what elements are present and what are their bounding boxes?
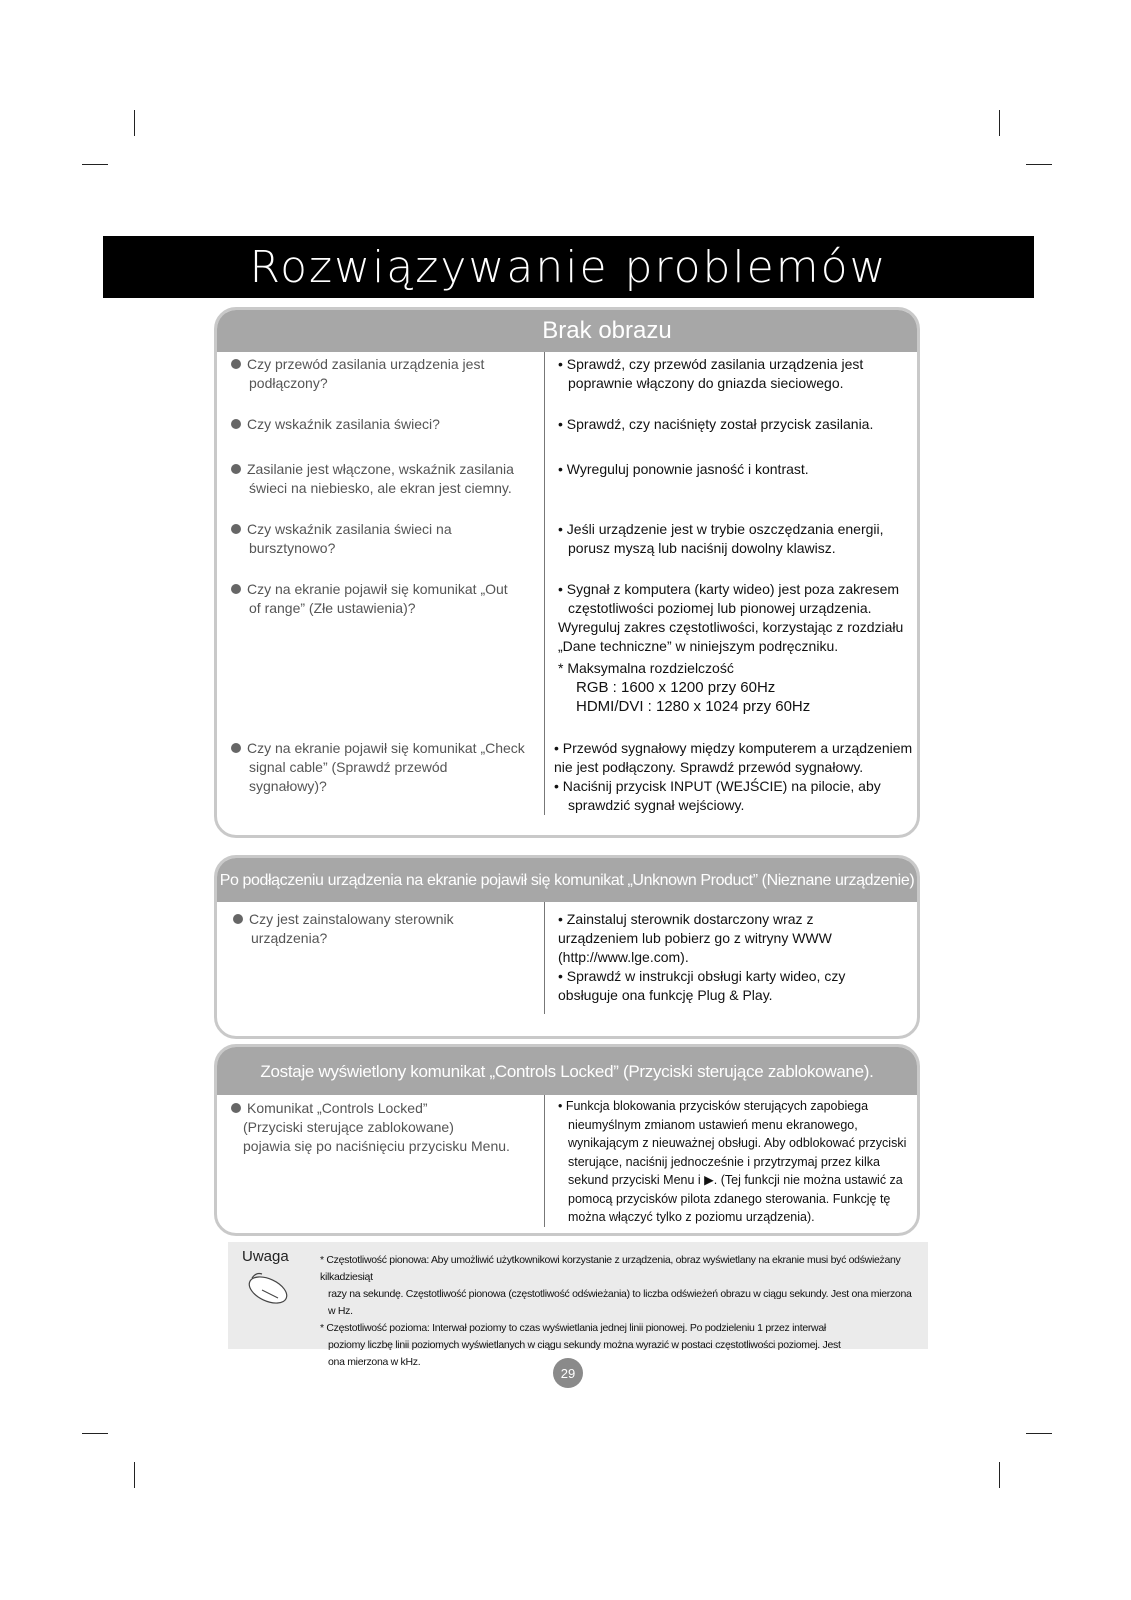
page-title-bar (103, 236, 1034, 298)
question: Czy wskaźnik zasilania świeci na bursztynowo? (231, 520, 531, 558)
question: Czy na ekranie pojawił się komunikat „Out of range” (Złe ustawienia)? (231, 580, 541, 618)
answer: • Wyreguluj ponownie jasność i kontrast. (558, 461, 809, 477)
bullet-icon (231, 359, 241, 369)
section-no-image (214, 307, 920, 838)
bullet-icon (233, 914, 243, 924)
question: Czy na ekranie pojawił się komunikat „Check signal cable” (Sprawdź przewód sygnałowy)? (231, 739, 546, 796)
crop-mark (999, 110, 1000, 136)
crop-mark (999, 1462, 1000, 1488)
answer: • Funkcja blokowania przycisków sterujących zapobiega nieumyślnym zmianom ustawień menu ekranowego, wynikającym z nieuważnej obsługi. Aby odblokować przyciski sterujące, naciśnij jednocześnie i przytrzymaj przez kilka sekund przyciski Menu i ▶. (Tej funkcji nie można ustawić za pomocą przycisków pilota zdanego sterowania. Funkcję tę można włączyć tylko z poziomu urządzenia). (558, 1099, 907, 1224)
question: Czy jest zainstalowany sterownik urządzenia? (233, 910, 533, 948)
bullet-icon (231, 743, 241, 753)
crop-mark (1026, 1433, 1052, 1434)
bullet-icon (231, 1103, 241, 1113)
crop-mark (134, 1462, 135, 1488)
section-controls-locked (214, 1044, 920, 1236)
question: Zasilanie jest włączone, wskaźnik zasilania świeci na niebiesko, ale ekran jest ciemny. (231, 460, 541, 498)
section-heading: Zostaje wyświetlony komunikat „Controls Locked” (Przyciski sterujące zablokowane). (217, 1047, 917, 1095)
crop-mark (82, 164, 108, 165)
page-title: Rozwiązywanie problemów (249, 241, 888, 293)
answer: • Przewód sygnałowy między komputerem a urządzeniem nie jest podłączony. Sprawdź przewód sygnałowy. • Naciśnij przycisk INPUT (WEJŚCIE) na pilocie, aby sprawdzić sygnał wejściowy. (554, 740, 913, 813)
answer: • Sprawdź, czy naciśnięty został przycisk zasilania. (558, 416, 874, 432)
question: Czy przewód zasilania urządzenia jest podłączony? (231, 355, 531, 393)
answer: • Sprawdź, czy przewód zasilania urządzenia jest poprawnie włączony do gniazda sieciowego. (558, 356, 864, 391)
note-box (228, 1242, 928, 1368)
column-divider (544, 1095, 545, 1227)
question: Czy wskaźnik zasilania świeci? (231, 415, 531, 434)
crop-mark (1026, 164, 1052, 165)
answer: • Sygnał z komputera (karty wideo) jest poza zakresem częstotliwości poziomej lub pionowej urządzenia. Wyreguluj zakres częstotliwości, korzystając z rozdziału „Dane techniczne” w niniejszym podręczniku. * Maksymalna rozdzielczość RGB : 1600 x 1200 przy 60Hz HDMI/DVI : 1280 x 1024 przy 60Hz (558, 581, 904, 715)
section-heading: Po podłączeniu urządzenia na ekranie pojawił się komunikat „Unknown Product” (Nieznane urządzenie) (217, 858, 917, 902)
column-divider (544, 902, 545, 1014)
bullet-icon (231, 524, 241, 534)
bullet-icon (231, 464, 241, 474)
section-unknown-product (214, 855, 920, 1039)
pencil-icon (242, 1268, 296, 1308)
answer: • Jeśli urządzenie jest w trybie oszczędzania energii, porusz myszą lub naciśnij dowolny klawisz. (558, 521, 884, 556)
section-heading: Brak obrazu (217, 310, 917, 352)
question: Komunikat „Controls Locked” (Przyciski sterujące zablokowane) pojawia się po naciśnięciu przycisku Menu. (231, 1099, 541, 1156)
crop-mark (82, 1433, 108, 1434)
bullet-icon (231, 584, 241, 594)
bullet-icon (231, 419, 241, 429)
crop-mark (134, 110, 135, 136)
note-text: * Częstotliwość pionowa: Aby umożliwić użytkownikowi korzystanie z urządzenia, obraz wyświetlany na ekranie musi być odświeżany kilkadziesiąt razy na sekundę. Częstotliwość pionowa (częstotliwość odświeżania) to liczba odświeżeń obrazu w ciągu sekundy. Jest ona mierzona w Hz. * Częstotliwość pozioma: Interwał poziomy to czas wyświetlania jednej linii pionowej. Po podzieleniu 1 przez interwał poziomy liczbę linii poziomych wyświetlanych w ciągu sekundy można wyrazić w postaci częstotliwości poziomej. Jest ona mierzona w kHz. (320, 1254, 912, 1368)
answer: • Zainstaluj sterownik dostarczony wraz z urządzeniem lub pobierz go z witryny WWW (http://www.lge.com). • Sprawdź w instrukcji obsługi karty wideo, czy obsługuje ona funkcję Plug & Play. (558, 911, 846, 1003)
page-number: 29 (553, 1358, 583, 1388)
note-label: Uwaga (242, 1248, 289, 1265)
